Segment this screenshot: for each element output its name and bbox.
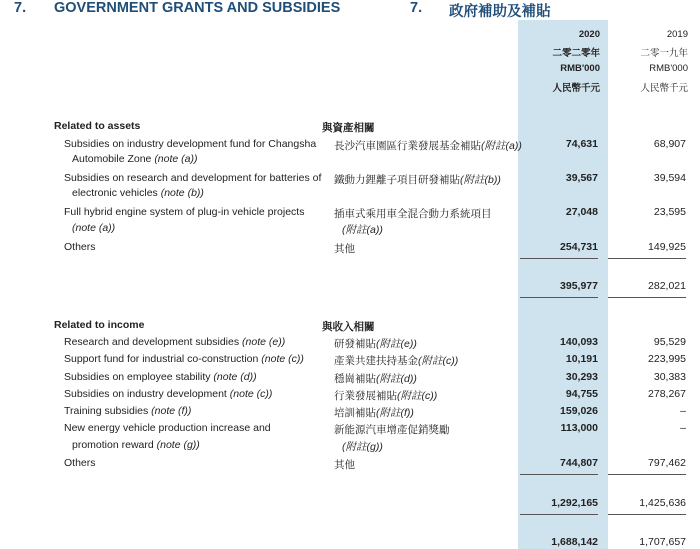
income-row-zh: 培訓補貼(附註(f)) — [334, 407, 414, 419]
section-number-zh: 7. — [410, 0, 423, 16]
assets-title: Related to assets — [54, 120, 141, 132]
rule — [520, 258, 598, 259]
income-row-2020: 113,000 — [560, 422, 598, 434]
rule — [608, 514, 686, 515]
income-row-2020: 159,026 — [560, 405, 598, 417]
income-row-label: Training subsidies (note (f)) — [64, 405, 192, 417]
col-2019-year-zh: 二零一九年 — [640, 48, 688, 59]
rule — [608, 474, 686, 475]
income-row-label: Research and development subsidies (note (e)) — [64, 336, 286, 348]
grand-total-2019: 1,707,657 — [639, 536, 686, 548]
asset-row-2019: 149,925 — [648, 241, 686, 253]
income-row-label: Subsidies on employee stability (note (d)) — [64, 371, 257, 383]
asset-row-zh: 長沙汽車園區行業發展基金補貼(附註(a)) — [334, 140, 522, 152]
grand-total-2020: 1,688,142 — [551, 536, 598, 548]
asset-row-zh: 插車式乘用車全混合動力系統項目 — [334, 208, 492, 220]
asset-row-2019: 39,594 — [653, 172, 686, 184]
income-row-2019: 30,383 — [653, 371, 686, 383]
income-title: Related to income — [54, 319, 145, 331]
income-row-2019: – — [680, 422, 686, 434]
section-number: 7. — [14, 0, 27, 16]
asset-row-zh: 鐵動力鋰離子項目研發補貼(附註(b)) — [334, 174, 501, 186]
income-row-zh: 其他 — [334, 459, 355, 471]
rule — [520, 514, 598, 515]
income-row-label-cont: promotion reward (note (g)) — [72, 439, 200, 451]
asset-row-2020: 39,567 — [565, 172, 598, 184]
income-row-2019: 278,267 — [648, 388, 686, 400]
asset-row-label-cont: (note (a)) — [72, 222, 116, 234]
income-row-2019: 223,995 — [648, 353, 686, 365]
assets-subtotal-2020: 395,977 — [560, 280, 598, 292]
asset-row-label: Subsidies on industry development fund for Changsha — [64, 138, 317, 150]
rule — [608, 258, 686, 259]
col-2020-year: 2020 — [578, 29, 600, 40]
section-title-zh: 政府補助及補貼 — [449, 4, 551, 20]
income-row-zh: 研發補貼(附註(e)) — [334, 338, 417, 350]
col-2019-year: 2019 — [666, 29, 688, 40]
rule — [520, 474, 598, 475]
income-subtotal-2019: 1,425,636 — [639, 497, 686, 509]
assets-title-zh: 與資產相關 — [322, 122, 375, 134]
income-row-2020: 30,293 — [565, 371, 598, 383]
col-2020-unit: RMB'000 — [560, 63, 600, 74]
col-2019-unit: RMB'000 — [649, 63, 688, 74]
asset-row-label: Full hybrid engine system of plug-in vehicle projects — [64, 206, 305, 218]
asset-row-2020: 27,048 — [565, 206, 598, 218]
income-row-2020: 94,755 — [565, 388, 598, 400]
asset-row-zh-cont: (附註(a)) — [342, 224, 383, 236]
rule — [520, 297, 598, 298]
income-row-label: Others — [64, 457, 96, 469]
income-row-2020: 140,093 — [560, 336, 598, 348]
rule — [608, 297, 686, 298]
asset-row-label: Subsidies on research and development for batteries of — [64, 172, 322, 184]
income-row-2019: 797,462 — [648, 457, 686, 469]
asset-row-2019: 23,595 — [653, 206, 686, 218]
asset-row-2019: 68,907 — [653, 138, 686, 150]
income-row-zh: 穩崗補貼(附註(d)) — [334, 373, 417, 385]
asset-row-2020: 254,731 — [560, 241, 598, 253]
income-row-zh: 產業共建扶持基金(附註(c)) — [334, 355, 459, 367]
income-title-zh: 與收入相關 — [322, 321, 375, 333]
income-row-label: New energy vehicle production increase and — [64, 422, 271, 434]
income-row-zh-cont: (附註(g)) — [342, 441, 383, 453]
income-row-label: Support fund for industrial co-construction (note (c)) — [64, 353, 304, 365]
col-2020-year-zh: 二零二零年 — [552, 48, 600, 59]
income-row-2019: – — [680, 405, 686, 417]
col-2019-unit-zh: 人民幣千元 — [640, 83, 688, 94]
asset-row-2020: 74,631 — [565, 138, 598, 150]
income-row-label: Subsidies on industry development (note (c)) — [64, 388, 273, 400]
asset-row-label: Others — [64, 241, 96, 253]
income-row-zh: 行業發展補貼(附註(c)) — [334, 390, 438, 402]
assets-subtotal-2019: 282,021 — [648, 280, 686, 292]
income-row-2020: 744,807 — [560, 457, 598, 469]
income-row-zh: 新能源汽車增產促銷獎勵 — [334, 424, 450, 436]
income-row-2020: 10,191 — [565, 353, 598, 365]
section-title: GOVERNMENT GRANTS AND SUBSIDIES — [54, 0, 341, 16]
asset-row-label-cont: Automobile Zone (note (a)) — [72, 153, 198, 165]
col-2020-unit-zh: 人民幣千元 — [552, 83, 600, 94]
asset-row-label-cont: electronic vehicles (note (b)) — [72, 187, 204, 199]
asset-row-zh: 其他 — [334, 243, 355, 255]
income-row-2019: 95,529 — [653, 336, 686, 348]
income-subtotal-2020: 1,292,165 — [551, 497, 598, 509]
